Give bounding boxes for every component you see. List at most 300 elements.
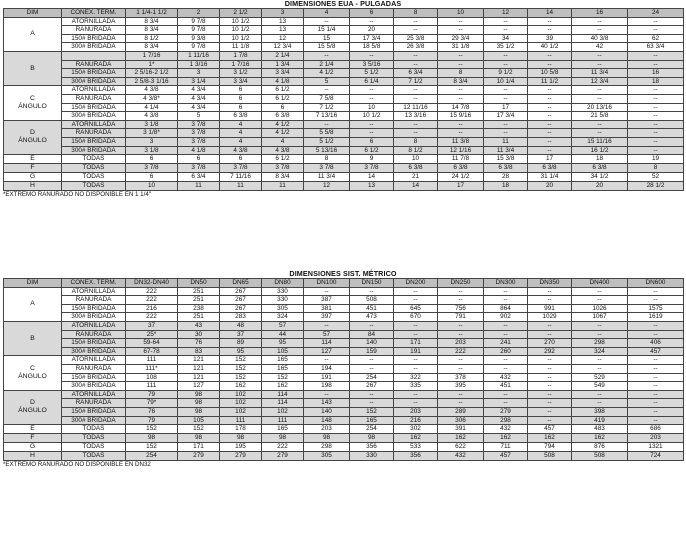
column-header: 2 1/2 [220,9,262,18]
value-cell: 6 3/8 [394,164,438,173]
value-cell: 222 [126,313,178,322]
value-cell: -- [484,51,528,60]
column-header: DN80 [262,279,304,288]
value-cell: -- [628,287,684,296]
value-cell: 140 [350,339,394,348]
value-cell: 171 [178,443,220,452]
value-cell: -- [304,120,350,129]
value-cell: 14 [350,173,394,182]
value-cell: -- [572,287,628,296]
value-cell: 98 [178,399,220,408]
value-cell: 17 [528,155,572,164]
value-cell: 3 3/4 [262,69,304,78]
value-cell: -- [572,60,628,69]
dim-cell [4,120,62,154]
column-header: 14 [528,9,572,18]
value-cell: 254 [350,373,394,382]
dim-label: G [29,443,36,451]
value-cell: 37 [126,321,178,330]
value-cell: 1 11/16 [178,51,220,60]
value-cell: 37 [220,330,262,339]
value-cell: -- [628,51,684,60]
value-cell: 10 1/2 [220,17,262,26]
value-cell: 1* [126,60,178,69]
value-cell: 549 [572,382,628,391]
value-cell: 2 1/4 [262,51,304,60]
value-cell: -- [628,60,684,69]
value-cell: 98 [178,407,220,416]
value-cell: -- [528,17,572,26]
value-cell: 111 [262,416,304,425]
value-cell: 241 [484,339,528,348]
column-header: 6 [350,9,394,18]
value-cell: -- [350,364,394,373]
value-cell: -- [572,356,628,365]
value-cell: 15 9/16 [438,112,484,121]
column-header: 24 [628,9,684,18]
value-cell: 3 7/8 [178,164,220,173]
table-row [4,321,684,330]
value-cell: 140 [304,407,350,416]
value-cell: 322 [394,373,438,382]
value-cell: -- [484,390,528,399]
value-cell: 270 [528,339,572,348]
value-cell: 152 [262,373,304,382]
dim-cell [4,155,62,164]
value-cell: 8 3/4 [126,43,178,52]
value-cell: -- [394,287,438,296]
value-cell: 3 [178,69,220,78]
value-cell: -- [628,382,684,391]
value-cell: 30 [178,330,220,339]
value-cell: -- [438,364,484,373]
value-cell: -- [528,296,572,305]
value-cell: 148 [304,416,350,425]
value-cell: 711 [484,443,528,452]
column-header: DN600 [628,279,684,288]
value-cell: -- [438,356,484,365]
value-cell: -- [572,26,628,35]
dim-cell [4,390,62,424]
imperial-section [3,0,683,199]
value-cell: 356 [350,443,394,452]
table-row [4,94,684,103]
value-cell: 10 1/4 [484,77,528,86]
value-cell: 3 7/8 [304,164,350,173]
value-cell: 152 [178,425,220,434]
value-cell: -- [628,416,684,425]
dim-label: E [30,425,35,433]
value-cell: -- [438,86,484,95]
value-cell: 4 3/8 [126,112,178,121]
value-cell: 84 [350,330,394,339]
value-cell: 67-78 [126,347,178,356]
value-cell: 121 [178,373,220,382]
value-cell: 1026 [572,304,628,313]
column-header: CONEX. TERM. [62,9,126,18]
connection-cell: ATORNILLADA [62,321,126,330]
value-cell: -- [528,287,572,296]
value-cell: 24 1/2 [438,173,484,182]
value-cell: 289 [438,407,484,416]
value-cell: -- [394,60,438,69]
value-cell: 11 3/4 [572,69,628,78]
value-cell: -- [394,330,438,339]
value-cell: -- [628,137,684,146]
value-cell: 222 [126,296,178,305]
table-row [4,356,684,365]
value-cell: 102 [220,390,262,399]
value-cell: 1029 [528,313,572,322]
value-cell: 283 [220,313,262,322]
value-cell: 11 [484,137,528,146]
value-cell: 10 1/2 [220,34,262,43]
value-cell: 1619 [628,313,684,322]
value-cell: 9 7/8 [178,26,220,35]
value-cell: 191 [394,347,438,356]
connection-cell: 150# BRIDADA [62,304,126,313]
table-row [4,382,684,391]
value-cell: 3 3/4 [220,77,262,86]
value-cell: 25* [126,330,178,339]
value-cell: 98 [178,434,220,443]
value-cell: 194 [304,364,350,373]
value-cell: -- [484,399,528,408]
dim-label: F [30,434,35,442]
table-row [4,399,684,408]
table-row [4,425,684,434]
value-cell: 3 7/8 [178,137,220,146]
value-cell: -- [394,51,438,60]
value-cell: 6 3/8 [220,112,262,121]
value-cell: 7 1/2 [394,77,438,86]
value-cell: 198 [304,382,350,391]
value-cell: 991 [528,304,572,313]
value-cell: 4 1/2 [262,120,304,129]
column-header: 2 [178,9,220,18]
value-cell: 203 [628,434,684,443]
value-cell: 165 [262,364,304,373]
value-cell: 57 [304,330,350,339]
value-cell: 6 1/4 [350,77,394,86]
connection-cell: TODAS [62,173,126,182]
value-cell: -- [304,17,350,26]
value-cell: -- [628,94,684,103]
dim-label: ÁNGULO [18,373,47,381]
value-cell: 457 [528,425,572,434]
value-cell: -- [628,364,684,373]
value-cell: 10 1/2 [220,26,262,35]
value-cell: 13 [262,26,304,35]
dim-cell [4,51,62,85]
value-cell: 292 [528,347,572,356]
connection-cell: 300# BRIDADA [62,77,126,86]
value-cell: 3 1/8 [126,146,178,155]
value-cell: 876 [572,443,628,452]
value-cell: 31 1/4 [528,173,572,182]
value-cell: -- [484,364,528,373]
table-row [4,60,684,69]
value-cell: -- [438,399,484,408]
value-cell: -- [394,86,438,95]
value-cell: 111 [220,416,262,425]
column-header: 12 [484,9,528,18]
value-cell: 76 [178,339,220,348]
value-cell: 203 [394,407,438,416]
value-cell: -- [528,120,572,129]
value-cell: 8 [628,164,684,173]
value-cell: 14 [394,182,438,191]
connection-cell: 300# BRIDADA [62,146,126,155]
connection-cell: RANURADA [62,296,126,305]
value-cell: 20 [528,182,572,191]
connection-cell: RANURADA [62,94,126,103]
value-cell: 2 1/4 [304,60,350,69]
value-cell: -- [528,94,572,103]
value-cell: 165 [350,416,394,425]
value-cell: 59-64 [126,339,178,348]
value-cell: 7 11/16 [220,173,262,182]
value-cell: 11 [178,182,220,191]
value-cell: 387 [304,296,350,305]
value-cell: -- [394,321,438,330]
table-row [4,443,684,452]
value-cell: 5 13/16 [304,146,350,155]
value-cell: 2 5/16-2 1/2 [126,69,178,78]
table-row [4,364,684,373]
value-cell: -- [628,17,684,26]
value-cell: 3 1/8 [126,120,178,129]
value-cell: 8 3/4 [262,173,304,182]
column-header: CONEX. TERM. [62,279,126,288]
value-cell: -- [350,129,394,138]
value-cell: 1067 [572,313,628,322]
value-cell: 17 3/4 [484,112,528,121]
column-header: 16 [572,9,628,18]
value-cell: 330 [262,287,304,296]
value-cell: 298 [572,339,628,348]
value-cell: -- [350,17,394,26]
value-cell: 251 [178,287,220,296]
value-cell: 114 [304,339,350,348]
value-cell: 330 [350,452,394,461]
value-cell: -- [628,296,684,305]
dim-label: E [30,155,35,163]
value-cell: 298 [484,416,528,425]
value-cell: 251 [178,313,220,322]
value-cell: 12 1/16 [438,146,484,155]
connection-cell: ATORNILLADA [62,287,126,296]
value-cell: -- [528,86,572,95]
value-cell: -- [304,390,350,399]
value-cell: -- [394,120,438,129]
value-cell: 406 [628,339,684,348]
value-cell: 222 [438,347,484,356]
value-cell: 7 5/8 [304,94,350,103]
table-row [4,155,684,164]
value-cell: -- [572,390,628,399]
value-cell: -- [528,103,572,112]
value-cell: 3 7/8 [220,164,262,173]
connection-cell: 150# BRIDADA [62,373,126,382]
dim-cell [4,321,62,355]
value-cell: -- [394,17,438,26]
value-cell: 95 [220,347,262,356]
value-cell: 21 [394,173,438,182]
value-cell: 11 [262,182,304,191]
table-row [4,43,684,52]
value-cell: 34 [484,34,528,43]
value-cell: 15 5/8 [304,43,350,52]
value-cell: 529 [572,373,628,382]
value-cell: 6 [350,137,394,146]
value-cell: 398 [572,407,628,416]
value-cell: 260 [484,347,528,356]
value-cell: 1321 [628,443,684,452]
dim-label: ÁNGULO [18,137,47,145]
value-cell: -- [350,86,394,95]
value-cell: 11 3/4 [484,146,528,155]
value-cell: 686 [628,425,684,434]
value-cell: 57 [262,321,304,330]
value-cell: -- [484,296,528,305]
value-cell: 111 [126,356,178,365]
value-cell: -- [438,60,484,69]
value-cell: -- [572,120,628,129]
value-cell: 251 [178,296,220,305]
value-cell: 10 [394,155,438,164]
value-cell: -- [484,26,528,35]
dim-label: A [30,300,35,308]
dim-cell [4,434,62,443]
dim-cell [4,287,62,321]
value-cell: 756 [438,304,484,313]
value-cell: -- [394,26,438,35]
connection-cell: 300# BRIDADA [62,416,126,425]
value-cell: 11 7/8 [438,155,484,164]
value-cell: 4 3/4 [178,86,220,95]
value-cell: 3 1/8* [126,129,178,138]
value-cell: -- [628,129,684,138]
dim-label: F [30,164,35,172]
value-cell: 17 [438,182,484,191]
value-cell: 18 [572,155,628,164]
value-cell: -- [394,390,438,399]
value-cell: 43 [178,321,220,330]
value-cell: 121 [178,364,220,373]
value-cell: -- [438,94,484,103]
value-cell: 324 [262,313,304,322]
value-cell: 98 [304,434,350,443]
value-cell: -- [484,356,528,365]
value-cell: -- [572,330,628,339]
value-cell: 457 [628,347,684,356]
column-header: DN150 [350,279,394,288]
dim-cell [4,164,62,173]
value-cell: -- [484,129,528,138]
value-cell: -- [484,330,528,339]
value-cell: 3 7/8 [126,164,178,173]
value-cell: 4 3/4 [178,103,220,112]
value-cell: 2 5/8-3 1/16 [126,77,178,86]
value-cell: -- [438,321,484,330]
value-cell: 4 3/8 [220,146,262,155]
value-cell: 305 [262,304,304,313]
value-cell: -- [628,103,684,112]
connection-cell: TODAS [62,452,126,461]
value-cell: 15 1/4 [304,26,350,35]
table-row [4,51,684,60]
value-cell: 508 [528,452,572,461]
value-cell: 6 [178,155,220,164]
value-cell: 397 [304,313,350,322]
value-cell: -- [438,330,484,339]
value-cell: 6 3/8 [572,164,628,173]
value-cell: -- [350,321,394,330]
value-cell: -- [304,321,350,330]
value-cell: 3 1/2 [220,69,262,78]
value-cell: 254 [126,452,178,461]
value-cell: 16 [628,69,684,78]
value-cell: 1575 [628,304,684,313]
value-cell: 111 [126,382,178,391]
value-cell: 4 1/2 [304,69,350,78]
dim-label: H [30,452,35,460]
value-cell: 533 [394,443,438,452]
value-cell: 670 [394,313,438,322]
value-cell: 216 [394,416,438,425]
value-cell: -- [572,296,628,305]
dim-label: G [29,173,36,181]
value-cell: 7 13/16 [304,112,350,121]
imperial-footnote: *EXTREMO RANURADO NO DISPONIBLE EN 1 1/4" [3,191,151,199]
connection-cell: 150# BRIDADA [62,339,126,348]
value-cell: 40 3/8 [572,34,628,43]
value-cell: -- [628,321,684,330]
value-cell: 5 [304,77,350,86]
connection-cell: TODAS [62,425,126,434]
value-cell: -- [394,129,438,138]
table-row [4,416,684,425]
value-cell: 39 [528,34,572,43]
value-cell: -- [304,86,350,95]
value-cell: 165 [262,425,304,434]
value-cell: 3 7/8 [178,120,220,129]
value-cell: 473 [350,313,394,322]
value-cell: 102 [220,399,262,408]
value-cell: 13 [350,182,394,191]
value-cell: 98 [178,390,220,399]
column-header: 3 [262,9,304,18]
value-cell: 152 [126,425,178,434]
value-cell: -- [528,129,572,138]
value-cell: -- [438,390,484,399]
connection-cell: RANURADA [62,60,126,69]
value-cell: 4 [220,137,262,146]
connection-cell [62,51,126,60]
value-cell: 79* [126,399,178,408]
value-cell: 48 [220,321,262,330]
value-cell: 432 [438,452,484,461]
value-cell: 28 [484,173,528,182]
value-cell: 9 7/8 [178,17,220,26]
value-cell: 3 [126,137,178,146]
value-cell: 216 [126,304,178,313]
column-header: DN100 [304,279,350,288]
value-cell: 108 [126,373,178,382]
table-row [4,407,684,416]
value-cell: 10 5/8 [528,69,572,78]
